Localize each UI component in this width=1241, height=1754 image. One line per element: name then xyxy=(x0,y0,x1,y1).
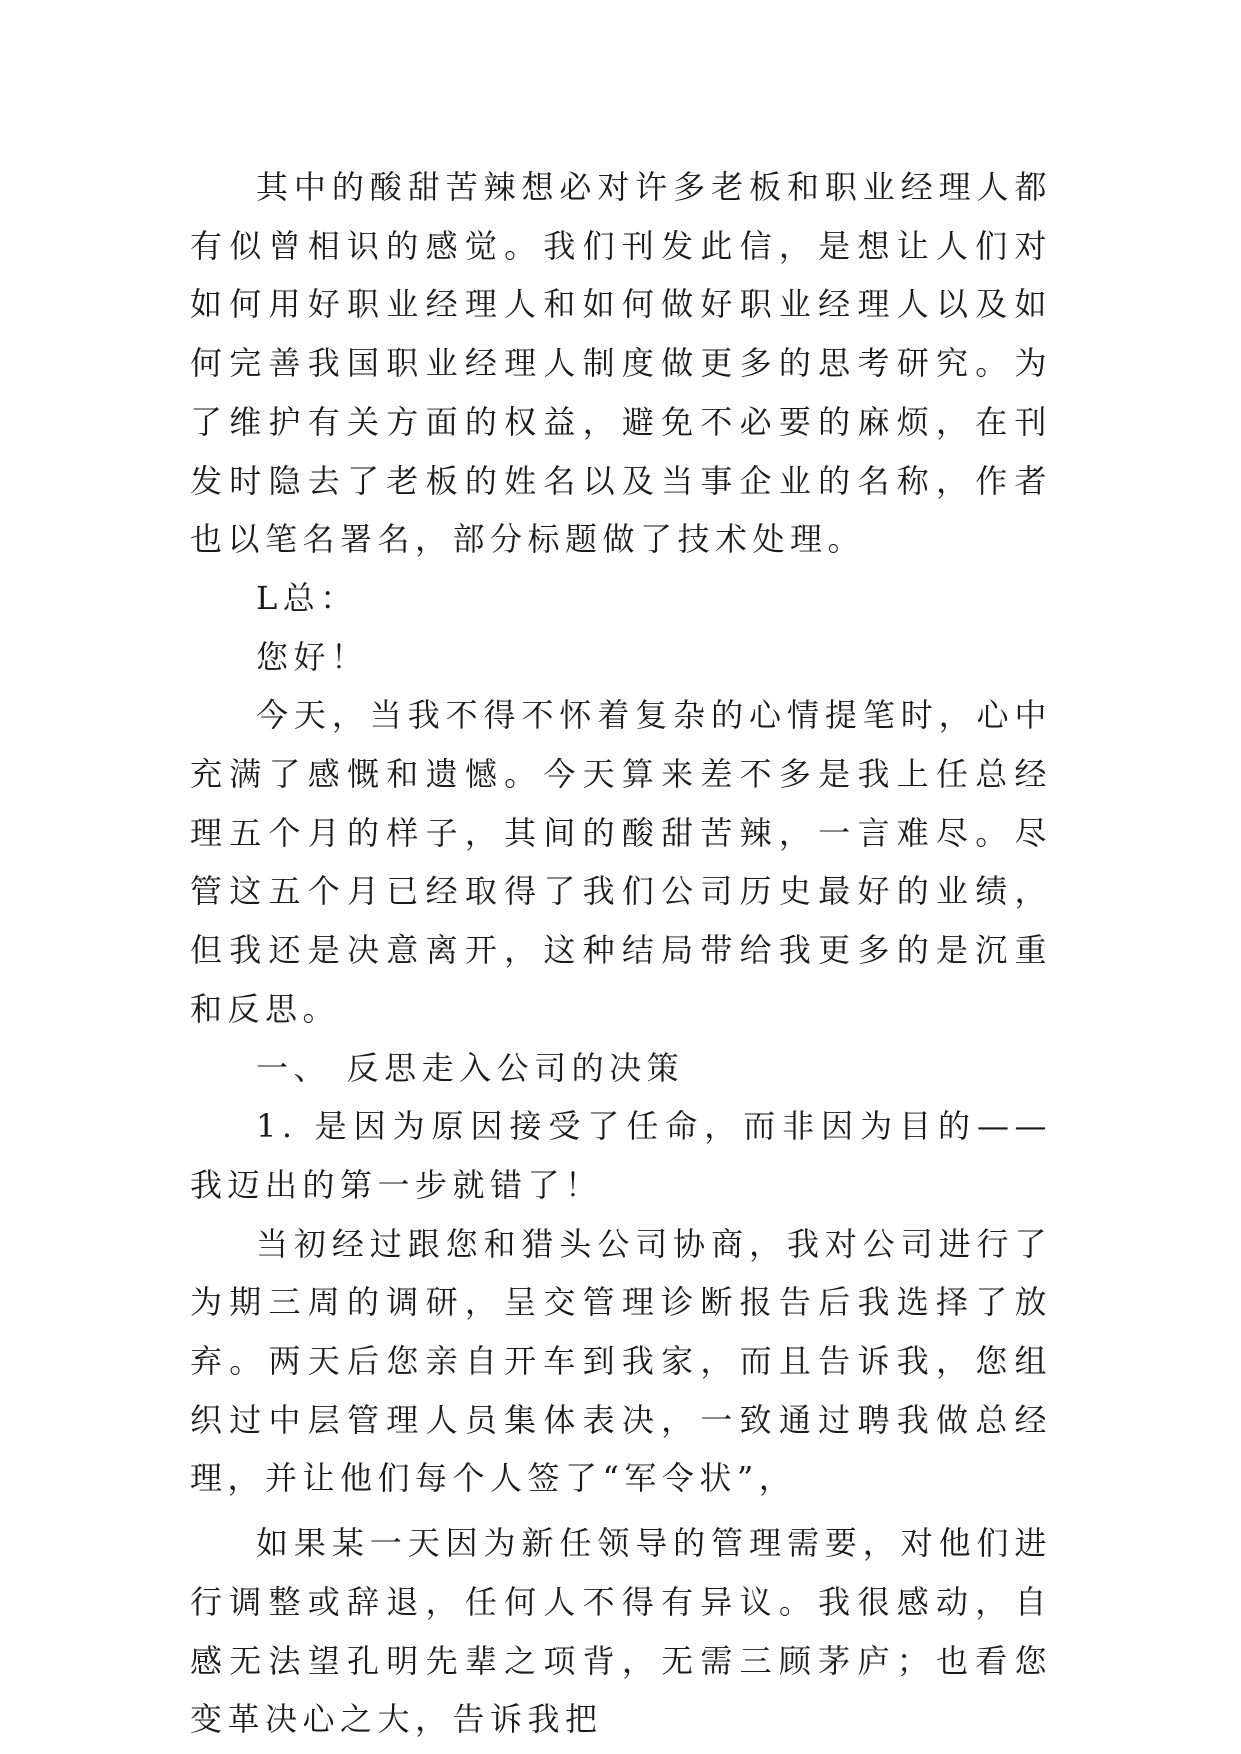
greeting: 您好！ xyxy=(256,637,369,676)
salutation: L总： xyxy=(256,578,358,617)
subsection-heading: 1. 是因为原因接受了任命，而非因为目的——我迈出的第一步就错了！ xyxy=(190,1107,1052,1204)
body-paragraph: 如果某一天因为新任领导的管理需要，对他们进行调整或辞退，任何人不得有异议。我很感动，自感无法望孔明先辈之项背，无需三顾茅庐；也看您变革决心之大，告诉我把 xyxy=(190,1524,1052,1739)
body-paragraph: 今天，当我不得不怀着复杂的心情提笔时，心中充满了感慨和遗憾。今天算来差不多是我上任总经理五个月的样子，其间的酸甜苦辣，一言难尽。尽管这五个月已经取得了我们公司历史最好的业绩，但我还是决意离开，这种结局带给我更多的是沉重和反思。 xyxy=(190,696,1052,1028)
section-heading: 一、 反思走入公司的决策 xyxy=(256,1048,685,1087)
intro-paragraph: 其中的酸甜苦辣想必对许多老板和职业经理人都有似曾相识的感觉。我们刊发此信，是想让人们对如何用好职业经理人和如何做好职业经理人以及如何完善我国职业经理人制度做更多的思考研究。为了维护有关方面的权益，避免不必要的麻烦，在刊发时隐去了老板的姓名以及当事企业的名称，作者也以笔名署名，部分标题做了技术处理。 xyxy=(190,168,1052,559)
body-paragraph: 当初经过跟您和猎头公司协商，我对公司进行了为期三周的调研，呈交管理诊断报告后我选择了放弃。两天后您亲自开车到我家，而且告诉我，您组织过中层管理人员集体表决，一致通过聘我做总经理，并让他们每个人签了“军令状”， xyxy=(190,1224,1052,1498)
document-body xyxy=(190,158,1052,1749)
